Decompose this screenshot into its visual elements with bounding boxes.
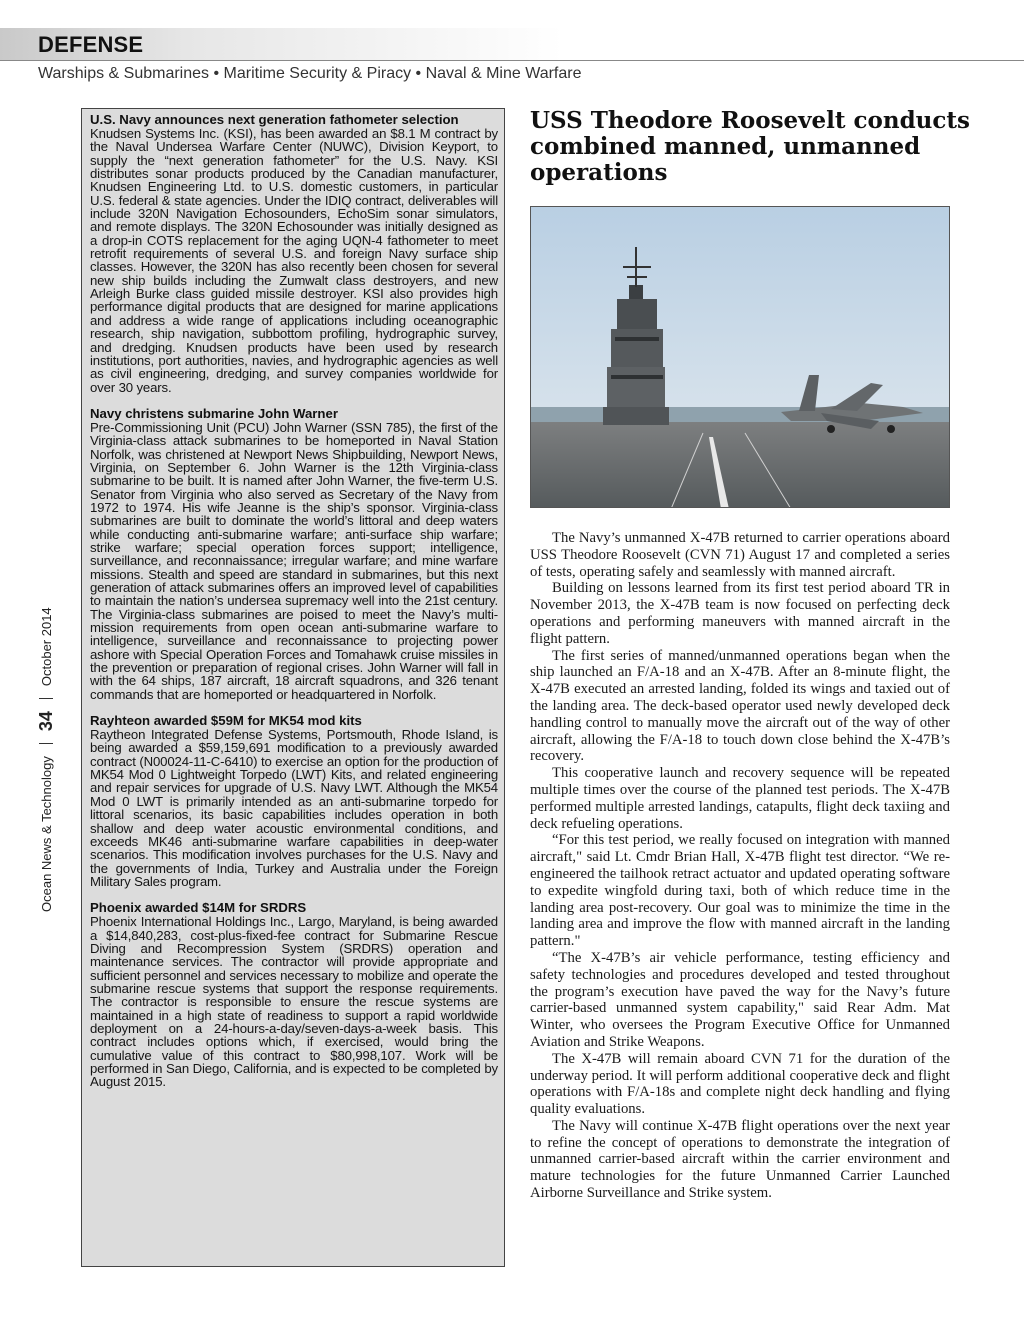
side-divider — [39, 743, 53, 744]
header-band — [0, 28, 1024, 60]
article-paragraph: Building on lessons learned from its first test period aboard TR in November 2013, the X-47B team is now focused on perfecting deck operations and performing maneuvers with manned aircraft in the flight pattern. — [530, 580, 950, 647]
news-item — [90, 407, 498, 701]
feature-title: USS Theodore Roosevelt conducts combined manned, unmanned operations — [530, 107, 970, 186]
news-item — [90, 901, 498, 1088]
header-divider — [0, 60, 1024, 61]
issue-date: October 2014 — [38, 607, 54, 687]
news-body: Knudsen Systems Inc. (KSI), has been awarded an $8.1 M contract by the Naval Undersea Warfare Center (NUWC), Division Keyport, to supply the “next generation fathometer” for the U.S. Navy. KSI distributes sonar products produced by the Canadian manufacturer, Knudsen Engineering Ltd. to U.S. domestic customers, in particular U.S. federal & state agencies. Under the IDIQ contract, deliverables will include 320N Navigation Echosounders, EchoSim sonar simulators, and remote displays. The 320N Echosounder was initially designed as a drop-in COTS replacement for the aging UQN-4 fathometer to meet retrofit requirements of several U.S. and foreign Navy surface ship classes. However, the 320N has also recently been chosen for several new ship builds including the Zumwalt class destroyers, and new Arleigh Burke class guided missile destroyer. KSI also provides high performance digital products that are designed for marine applications and address a wide range of applications including oceanographic research, ship navigation, subbottom profiling, hydrographic survey, and dredging. Knudsen products have been used by research institutions, port authorities, navies, and hydrographic agencies as well as civil engineering, dredging, and survey companies worldwide for over 30 years. — [90, 126, 498, 395]
carrier-deck-illustration — [531, 207, 950, 508]
news-item — [90, 714, 498, 888]
news-body: Raytheon Integrated Defense Systems, Portsmouth, Rhode Island, is being awarded a $59,159,691 modification to a previously awarded contract (N00024-11-C-6410) to exercise an option for the production of MK54 Mod 0 Lightweight Torpedo (LWT) Kits, and related engineering and repair services for upgrade of U.S. Navy LWT. Although the MK54 Mod 0 LWT is primarily intended as an anti-submarine torpedo for littoral scenarios, its basic capabilities includes operation in both shallow and deep water acoustic environmental conditions, and exceeds MK46 anti-submarine warfare capabilities in deep-water scenarios. This modification involves purchases for the U.S. Navy and the governments of India, Turkey and Australia under the Foreign Military Sales program. — [90, 727, 498, 889]
side-footer — [35, 552, 56, 912]
feature-article — [530, 530, 950, 1202]
article-paragraph: The first series of manned/unmanned operations began when the ship launched an F/A-18 and an X-47B. After an 8-minute flight, the X-47B executed an arrested landing, folded its wings and taxied out of the landing area. The deck-based operator used newly developed deck handling control to manually move the aircraft out of the way of other aircraft, allowing the F/A-18 to touch down close behind the X-47B’s recovery. — [530, 647, 950, 765]
news-body: Phoenix International Holdings Inc., Largo, Maryland, is being awarded a $14,840,283, cost-plus-fixed-fee contract for Submarine Rescue Diving and Recompression System (SRDRS) operation and maintenance services. The contractor will provide appropriate and sufficient personnel and services necessary to mobilize and operate the submarine rescue systems that support the response requirements. The contractor is responsible to ensure the rescue systems are maintained in a high state of readiness to support a rapid worldwide deployment on a 24-hours-a-day/seven-days-a-week basis. This contract includes options which, if exercised, would bring the cumulative value of this contract to $80,998,107. Work will be performed in San Diego, California, and is expected to be completed by August 2015. — [90, 914, 498, 1090]
section-title: DEFENSE — [38, 32, 144, 57]
news-headline: U.S. Navy announces next generation fathometer selection — [90, 112, 459, 127]
publication-name: Ocean News & Technology — [38, 756, 54, 912]
page-number: 34 — [35, 711, 56, 732]
article-paragraph: “The X-47B’s air vehicle performance, testing efficiency and safety technologies and procedures developed and tested throughout the program’s execution have paved the way for the Navy’s future carrier-based unmanned system capability," said Rear Adm. Mat Winter, who oversees the Program Executive Office for Unmanned Aviation and Strike Weapons. — [530, 949, 950, 1050]
section-subtitle: Warships & Submarines • Maritime Security & Piracy • Naval & Mine Warfare — [38, 65, 582, 82]
news-headline: Phoenix awarded $14M for SRDRS — [90, 900, 307, 916]
news-headline: Navy christens submarine John Warner — [90, 405, 338, 421]
news-headline: Rayhteon awarded $59M for MK54 mod kits — [90, 713, 362, 729]
news-item — [90, 113, 498, 394]
article-paragraph: “For this test period, we really focused on integration with manned aircraft," said Lt. Cmdr Brian Hall, X-47B flight test director. “We re-engineered the tailhook retract actuator and updated operating software to expedite wingfold during taxi, both of which reduce time in the landing area post-recovery. Our goal was to minimize the time in the landing area and improve the flow with manned aircraft in the landing pattern." — [530, 832, 950, 950]
news-briefs-box — [81, 108, 505, 1267]
side-divider — [39, 698, 53, 699]
carrier-deck-photo — [530, 206, 950, 508]
article-paragraph: The Navy will continue X-47B flight operations over the next year to refine the concept of operations to demonstrate the integration of unmanned carrier-based aircraft within the carrier environment and mature technologies for the future Unmanned Carrier Launched Airborne Surveillance and Strike system. — [530, 1117, 950, 1202]
article-paragraph: This cooperative launch and recovery sequence will be repeated multiple times over the course of the planned test periods. The X-47B performed multiple arrested landings, catapults, flight deck taxiing and deck refueling operations. — [530, 765, 950, 832]
news-body: Pre-Commissioning Unit (PCU) John Warner (SSN 785), the first of the Virginia-class attack submarines to be homeported in Naval Station Norfolk, was christened at Newport News Shipbuilding, Newport News, Virginia, on September 6. John Warner is the 12th Virginia-class submarine to be built. It is named after John Warner, the five-term U.S. Senator from Virginia who also served as Secretary of the Navy from 1972 to 1974. His wife Jeanne is the ship’s sponsor. Virginia-class submarines are built to dominate the world’s littoral and deep waters while conducting anti-submarine warfare; anti-surface ship warfare; strike warfare; special operation forces support; intelligence, surveillance, and reconnaissance; irregular warfare; and mine warfare missions. Stealth and speed are standard in submarines, but this next generation of attack submarines offers an improved level of capabilities to maintain the nation’s undersea supremacy well into the 21st century. The Virginia-class submarines are poised to meet the Navy’s multi-mission requirements from open ocean anti-submarine warfare to intelligence, surveillance and reconnaissance to projecting power ashore with Special Operation Forces and Tomahawk cruise missiles in the prevention or preparation of regional crises. John Warner will fall in with the 64 ships, 187 aircraft, 18 aircraft squadrons, and 326 tenant commands that are homeported or headquartered in Norfolk. — [90, 419, 498, 702]
article-paragraph: The Navy’s unmanned X-47B returned to carrier operations aboard USS Theodore Roosevelt (CVN 71) August 17 and completed a series of tests, operating safely and seamlessly with manned aircraft. — [530, 530, 950, 580]
article-paragraph: The X-47B will remain aboard CVN 71 for the duration of the underway period. It will perform additional cooperative deck and flight operations with F/A-18s and complete night deck handling and flying quality evaluations. — [530, 1050, 950, 1118]
